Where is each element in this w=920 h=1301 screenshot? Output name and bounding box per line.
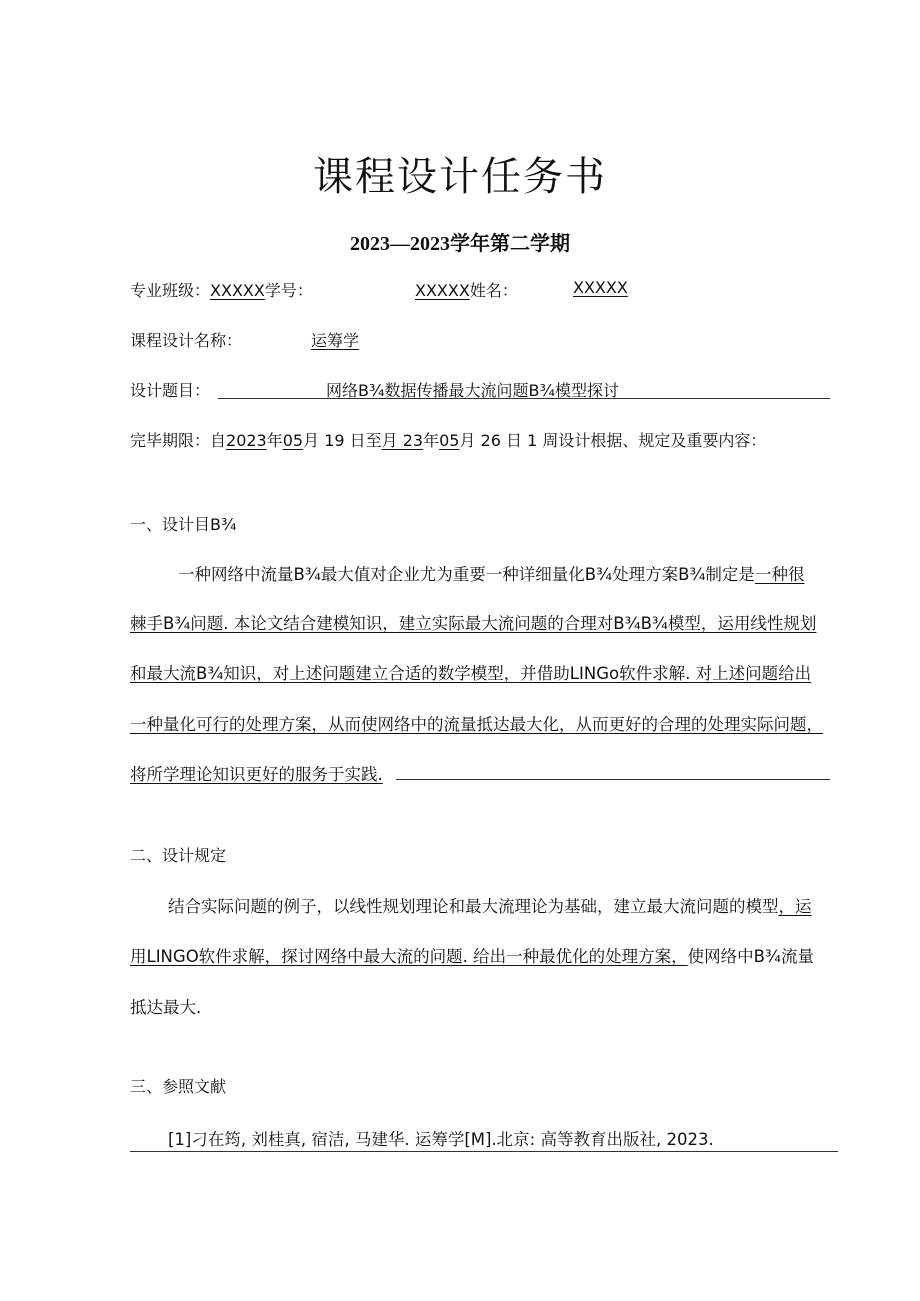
period-text-end: 月 26 日 1 周设计根据、规定及重要内容： [459, 431, 767, 450]
section1-line [178, 561, 804, 585]
section1-underline [396, 779, 830, 780]
section1-line: 一种量化可行的处理方案，从而使网络中的流量抵达最大化，从而更好的合理的处理实际问题， [130, 715, 823, 734]
section1-line: 和最大流B¾知识，对上述问题建立合适的数学模型，并借助LINGo软件求解. 对上述问题给出 [130, 664, 812, 683]
section2-line-text: 使网络中B¾流量 [687, 947, 814, 966]
section2-line-underlined: 用LINGO软件求解，探讨网络中最大流的问题. 给出一种最优化的处理方案， [130, 947, 688, 966]
period-text-day: 月 19 日至 [303, 431, 382, 450]
topic-underline [218, 398, 830, 399]
period-text-year: 年 [266, 431, 283, 450]
section2-line-underlined: ，运 [778, 897, 812, 916]
page-title: 课程设计任务书 [313, 154, 607, 200]
class-value: XXXXX [210, 281, 265, 300]
period-label: 完毕期限：自 [130, 431, 227, 450]
name-value: XXXXX [573, 278, 628, 297]
name-label: 姓名： [469, 281, 518, 300]
academic-term: 2023—2023学年第二学期 [350, 233, 570, 255]
class-label: 专业班级： [130, 281, 211, 300]
section2-line-text: 结合实际问题的例子，以线性规划理论和最大流理论为基础，建立最大流问题的模型 [168, 897, 779, 916]
period-end-year: 月 23 [381, 431, 424, 450]
period-text-year2: 年 [423, 431, 440, 450]
topic-label: 设计题目： [130, 381, 211, 400]
section3-heading: 三、参照文献 [130, 1077, 227, 1096]
section1-heading: 一、设计目B¾ [130, 515, 237, 534]
period-row [130, 428, 766, 451]
section1-line: 将所学理论知识更好的服务于实践. [130, 765, 383, 784]
section1-line: 棘手B¾问题. 本论文结合建模知识，建立实际最大流问题的合理对B¾B¾模型，运用线性规划 [130, 614, 817, 633]
topic-value: 网络B¾数据传播最大流问题B¾模型探讨 [326, 381, 619, 400]
section2-line [168, 893, 812, 917]
section1-line-text: 一种网络中流量B¾最大值对企业尤为重要一种详细量化B¾处理方案B¾制定是 [178, 565, 755, 584]
reference-item: [1]刁在筠, 刘桂真, 宿洁, 马建华. 运筹学[M].北京: 高等教育出版社, 2023. [168, 1130, 714, 1149]
id-value: XXXXX [415, 281, 470, 300]
section2-line [130, 943, 814, 967]
section2-line: 抵达最大. [130, 998, 202, 1017]
section1-line-underlined: 一种很 [754, 565, 805, 584]
course-value: 运筹学 [311, 331, 360, 350]
reference-underline [130, 1151, 838, 1152]
student-info-row [130, 278, 313, 301]
id-label: 学号： [264, 281, 313, 300]
period-end-month: 05 [439, 431, 460, 450]
section2-heading: 二、设计规定 [130, 846, 227, 865]
period-start-year: 2023 [226, 431, 267, 450]
id-name-group [415, 278, 518, 301]
period-start-month: 05 [282, 431, 304, 450]
course-label: 课程设计名称： [130, 331, 243, 350]
